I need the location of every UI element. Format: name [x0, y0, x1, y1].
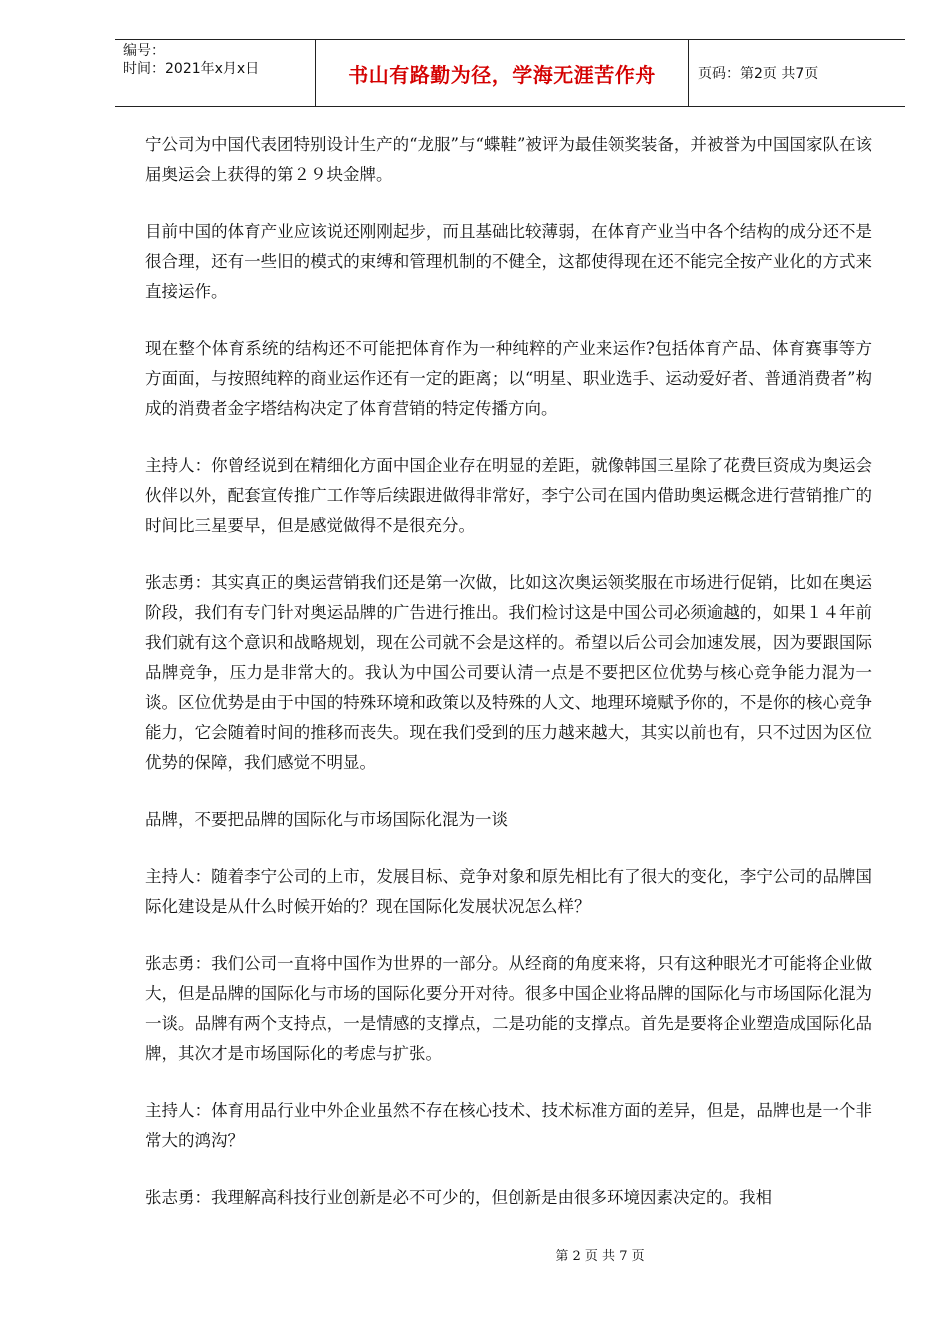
header-page-cell: [689, 40, 905, 106]
paragraph: 现在整个体育系统的结构还不可能把体育作为一种纯粹的产业来运作?包括体育产品、体育赛事等方方面面，与按照纯粹的商业运作还有一定的距离；以“明星、职业选手、运动爱好者、普通消费者”构成的消费者金字塔结构决定了体育营销的特定传播方向。: [145, 339, 872, 418]
footer-page-number: 第 2 页 共 7 页: [555, 1249, 645, 1264]
paragraph: 张志勇：我理解高科技行业创新是必不可少的，但创新是由很多环境因素决定的。我相: [145, 1188, 772, 1207]
paragraph: 主持人：随着李宁公司的上市，发展目标、竞争对象和原先相比有了很大的变化，李宁公司的品牌国际化建设是从什么时候开始的？现在国际化发展状况怎么样？: [145, 867, 872, 916]
header-motto-cell: [315, 40, 689, 106]
document-number-label: 编号：: [123, 43, 165, 59]
header-motto: 书山有路勤为径，学海无涯苦作舟: [348, 62, 656, 87]
section-heading: 品牌，不要把品牌的国际化与市场国际化混为一谈: [145, 810, 508, 829]
paragraph: 目前中国的体育产业应该说还刚刚起步，而且基础比较薄弱，在体育产业当中各个结构的成分还不是很合理，还有一些旧的模式的束缚和管理机制的不健全，这都使得现在还不能完全按产业化的方式来直接运作。: [145, 222, 872, 301]
header-meta: [115, 40, 315, 106]
document-date-label: 时间：2021年x月x日: [123, 61, 260, 77]
page-footer: [0, 1245, 950, 1264]
paragraph: 宁公司为中国代表团特别设计生产的“龙服”与“蝶鞋”被评为最佳领奖装备，并被誉为中国国家队在该届奥运会上获得的第２９块金牌。: [145, 135, 872, 184]
paragraph: 主持人：体育用品行业中外企业虽然不存在核心技术、技术标准方面的差异，但是，品牌也是一个非常大的鸿沟？: [145, 1101, 872, 1150]
paragraph: 主持人：你曾经说到在精细化方面中国企业存在明显的差距，就像韩国三星除了花费巨资成为奥运会伙伴以外，配套宣传推广工作等后续跟进做得非常好，李宁公司在国内借助奥运概念进行营销推广的时间比三星要早，但是感觉做得不是很充分。: [145, 456, 872, 535]
header-page-number: 页码：第2页 共7页: [698, 66, 819, 82]
paragraph: 张志勇：我们公司一直将中国作为世界的一部分。从经商的角度来将，只有这种眼光才可能将企业做大，但是品牌的国际化与市场的国际化要分开对待。很多中国企业将品牌的国际化与市场国际化混为一谈。品牌有两个支持点，一是情感的支撑点，二是功能的支撑点。首先是要将企业塑造成国际化品牌，其次才是市场国际化的考虑与扩张。: [145, 954, 872, 1063]
paragraph: 张志勇：其实真正的奥运营销我们还是第一次做，比如这次奥运领奖服在市场进行促销，比如在奥运阶段，我们有专门针对奥运品牌的广告进行推出。我们检讨这是中国公司必须逾越的，如果１４年前我们就有这个意识和战略规划，现在公司就不会是这样的。希望以后公司会加速发展，因为要跟国际品牌竞争，压力是非常大的。我认为中国公司要认清一点是不要把区位优势与核心竞争能力混为一谈。区位优势是由于中国的特殊环境和政策以及特殊的人文、地理环境赋予你的，不是你的核心竞争能力，它会随着时间的推移而丧失。现在我们受到的压力越来越大，其实以前也有，只不过因为区位优势的保障，我们感觉不明显。: [145, 573, 872, 772]
page-header: [115, 39, 905, 107]
document-body: [145, 130, 872, 1240]
